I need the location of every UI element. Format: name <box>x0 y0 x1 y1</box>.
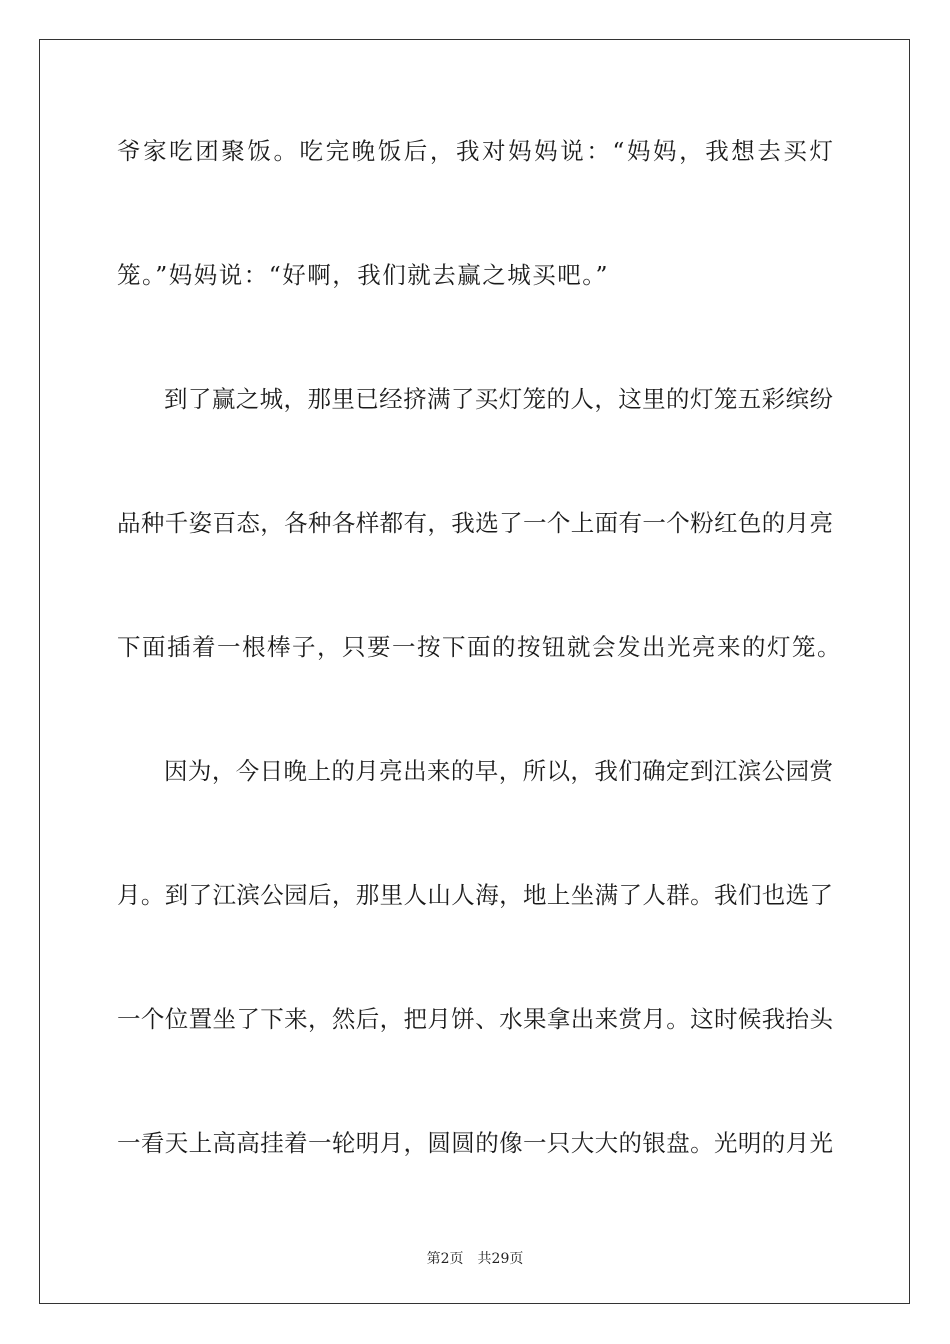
text-line: 笼。”妈妈说：“好啊，我们就去赢之城买吧。” <box>117 261 610 289</box>
text-line: 下面插着一根棒子，只要一按下面的按钮就会发出光亮来的灯笼。 <box>117 633 842 661</box>
paragraph-first-line: 到了赢之城，那里已经挤满了买灯笼的人，这里的灯笼五彩缤纷 <box>164 385 833 413</box>
text-line: 品种千姿百态，各种各样都有，我选了一个上面有一个粉红色的月亮 <box>117 509 833 537</box>
text-line: 月。到了江滨公园后，那里人山人海，地上坐满了人群。我们也选了 <box>117 881 833 909</box>
text-line: 爷家吃团聚饭。吃完晚饭后，我对妈妈说：“妈妈，我想去买灯 <box>117 137 833 165</box>
text-line: 一个位置坐了下来，然后，把月饼、水果拿出来赏月。这时候我抬头 <box>117 1005 833 1033</box>
page-number: 第2页 共29页 <box>426 1251 524 1267</box>
text-line: 一看天上高高挂着一轮明月，圆圆的像一只大大的银盘。光明的月光 <box>117 1129 833 1157</box>
page-border <box>39 39 910 1304</box>
paragraph-first-line: 因为，今日晚上的月亮出来的早，所以，我们确定到江滨公园赏 <box>164 757 833 785</box>
